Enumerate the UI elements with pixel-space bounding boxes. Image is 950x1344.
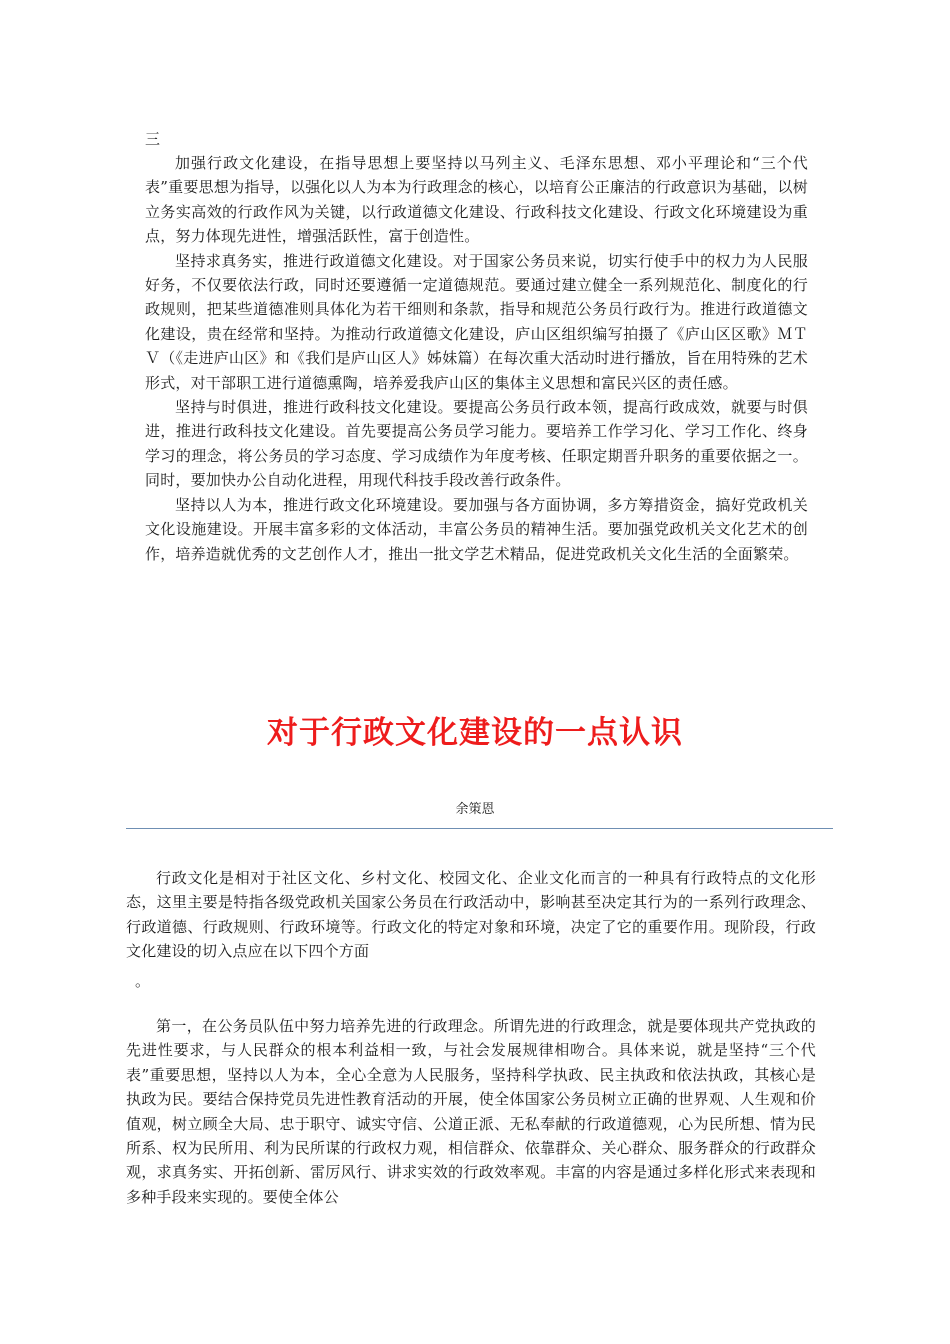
paragraph: 行政文化是相对于社区文化、乡村文化、校园文化、企业文化而言的一种具有行政特点的文化形态，这里主要是特指各级党政机关国家公务员在行政活动中，影响甚至决定其行为的一系列行政理念、行政道德、行政规则、行政环境等。行政文化的特定对象和环境，决定了它的重要作用。现阶段，行政文化建设的切入点应在以下四个方面 bbox=[126, 869, 816, 961]
article-intro bbox=[126, 866, 816, 964]
article-author: 余策恩 bbox=[455, 802, 495, 817]
section-marker: 三 bbox=[145, 130, 161, 148]
paragraph: 坚持以人为本，推进行政文化环境建设。要加强与各方面协调，多方筹措资金，搞好党政机关文化设施建设。开展丰富多彩的文体活动，丰富公务员的精神生活。要加强党政机关文化艺术的创作，培养造就优秀的文艺创作人才，推出一批文学艺术精品，促进党政机关文化生活的全面繁荣。 bbox=[145, 495, 808, 563]
paragraph: 坚持求真务实，推进行政道德文化建设。对于国家公务员来说，切实行使手中的权力为人民服好务，不仅要依法行政，同时还要遵循一定道德规范。要通过建立健全一系列规范化、制度化的行政规则，把某些道德准则具体化为若干细则和条款，指导和规范公务员行政行为。推进行政道德文化建设，贵在经常和坚持。为推动行政道德文化建设，庐山区组织编写拍摄了《庐山区区歌》ＭＴＶ（《走进庐山区》和《我们是庐山区人》姊妹篇）在每次重大活动时进行播放，旨在用特殊的艺术形式，对干部职工进行道德熏陶，培养爱我庐山区的集体主义思想和富民兴区的责任感。 bbox=[145, 251, 808, 392]
paragraph: 加强行政文化建设，在指导思想上要坚持以马列主义、毛泽东思想、邓小平理论和“三个代表”重要思想为指导，以强化以人为本为行政理念的核心，以培育公正廉洁的行政意识为基础，以树立务实高效的行政作风为关键，以行政道德文化建设、行政科技文化建设、行政文化环境建设为重点，努力体现先进性，增强活跃性，富于创造性。 bbox=[145, 154, 808, 246]
paragraph: 坚持与时俱进，推进行政科技文化建设。要提高公务员行政本领，提高行政成效，就要与时俱进，推进行政科技文化建设。首先要提高公务员学习能力。要培养工作学习化、学习工作化、终身学习的理念，将公务员的学习态度、学习成绩作为年度考核、任职定期晋升职务的重要依据之一。同时，要加快办公自动化进程，用现代科技手段改善行政条件。 bbox=[145, 398, 808, 490]
article-first-point bbox=[126, 1014, 816, 1209]
article-title: 对于行政文化建设的一点认识 bbox=[267, 715, 683, 751]
paragraph: 第一，在公务员队伍中努力培养先进的行政理念。所谓先进的行政理念，就是要体现共产党执政的先进性要求，与人民群众的根本利益相一致，与社会发展规律相吻合。具体来说，就是坚持“三个代表”重要思想，坚持以人为本，全心全意为人民服务，坚持科学执政、民主执政和依法执政，其核心是执政为民。要结合保持党员先进性教育活动的开展，使全体国家公务员树立正确的世界观、人生观和价值观，树立顾全大局、忠于职守、诚实守信、公道正派、无私奉献的行政道德观，心为民所想、情为民所系、权为民所用、利为民所谋的行政权力观，相信群众、依靠群众、关心群众、服务群众的行政群众观，求真务实、开拓创新、雷厉风行、讲求实效的行政效率观。丰富的内容是通过多样化形式来表现和多种手段来实现的。要使全体公 bbox=[126, 1017, 816, 1206]
title-divider bbox=[126, 828, 833, 829]
part-one-body bbox=[145, 151, 808, 566]
intro-end-mark: 。 bbox=[135, 972, 151, 990]
